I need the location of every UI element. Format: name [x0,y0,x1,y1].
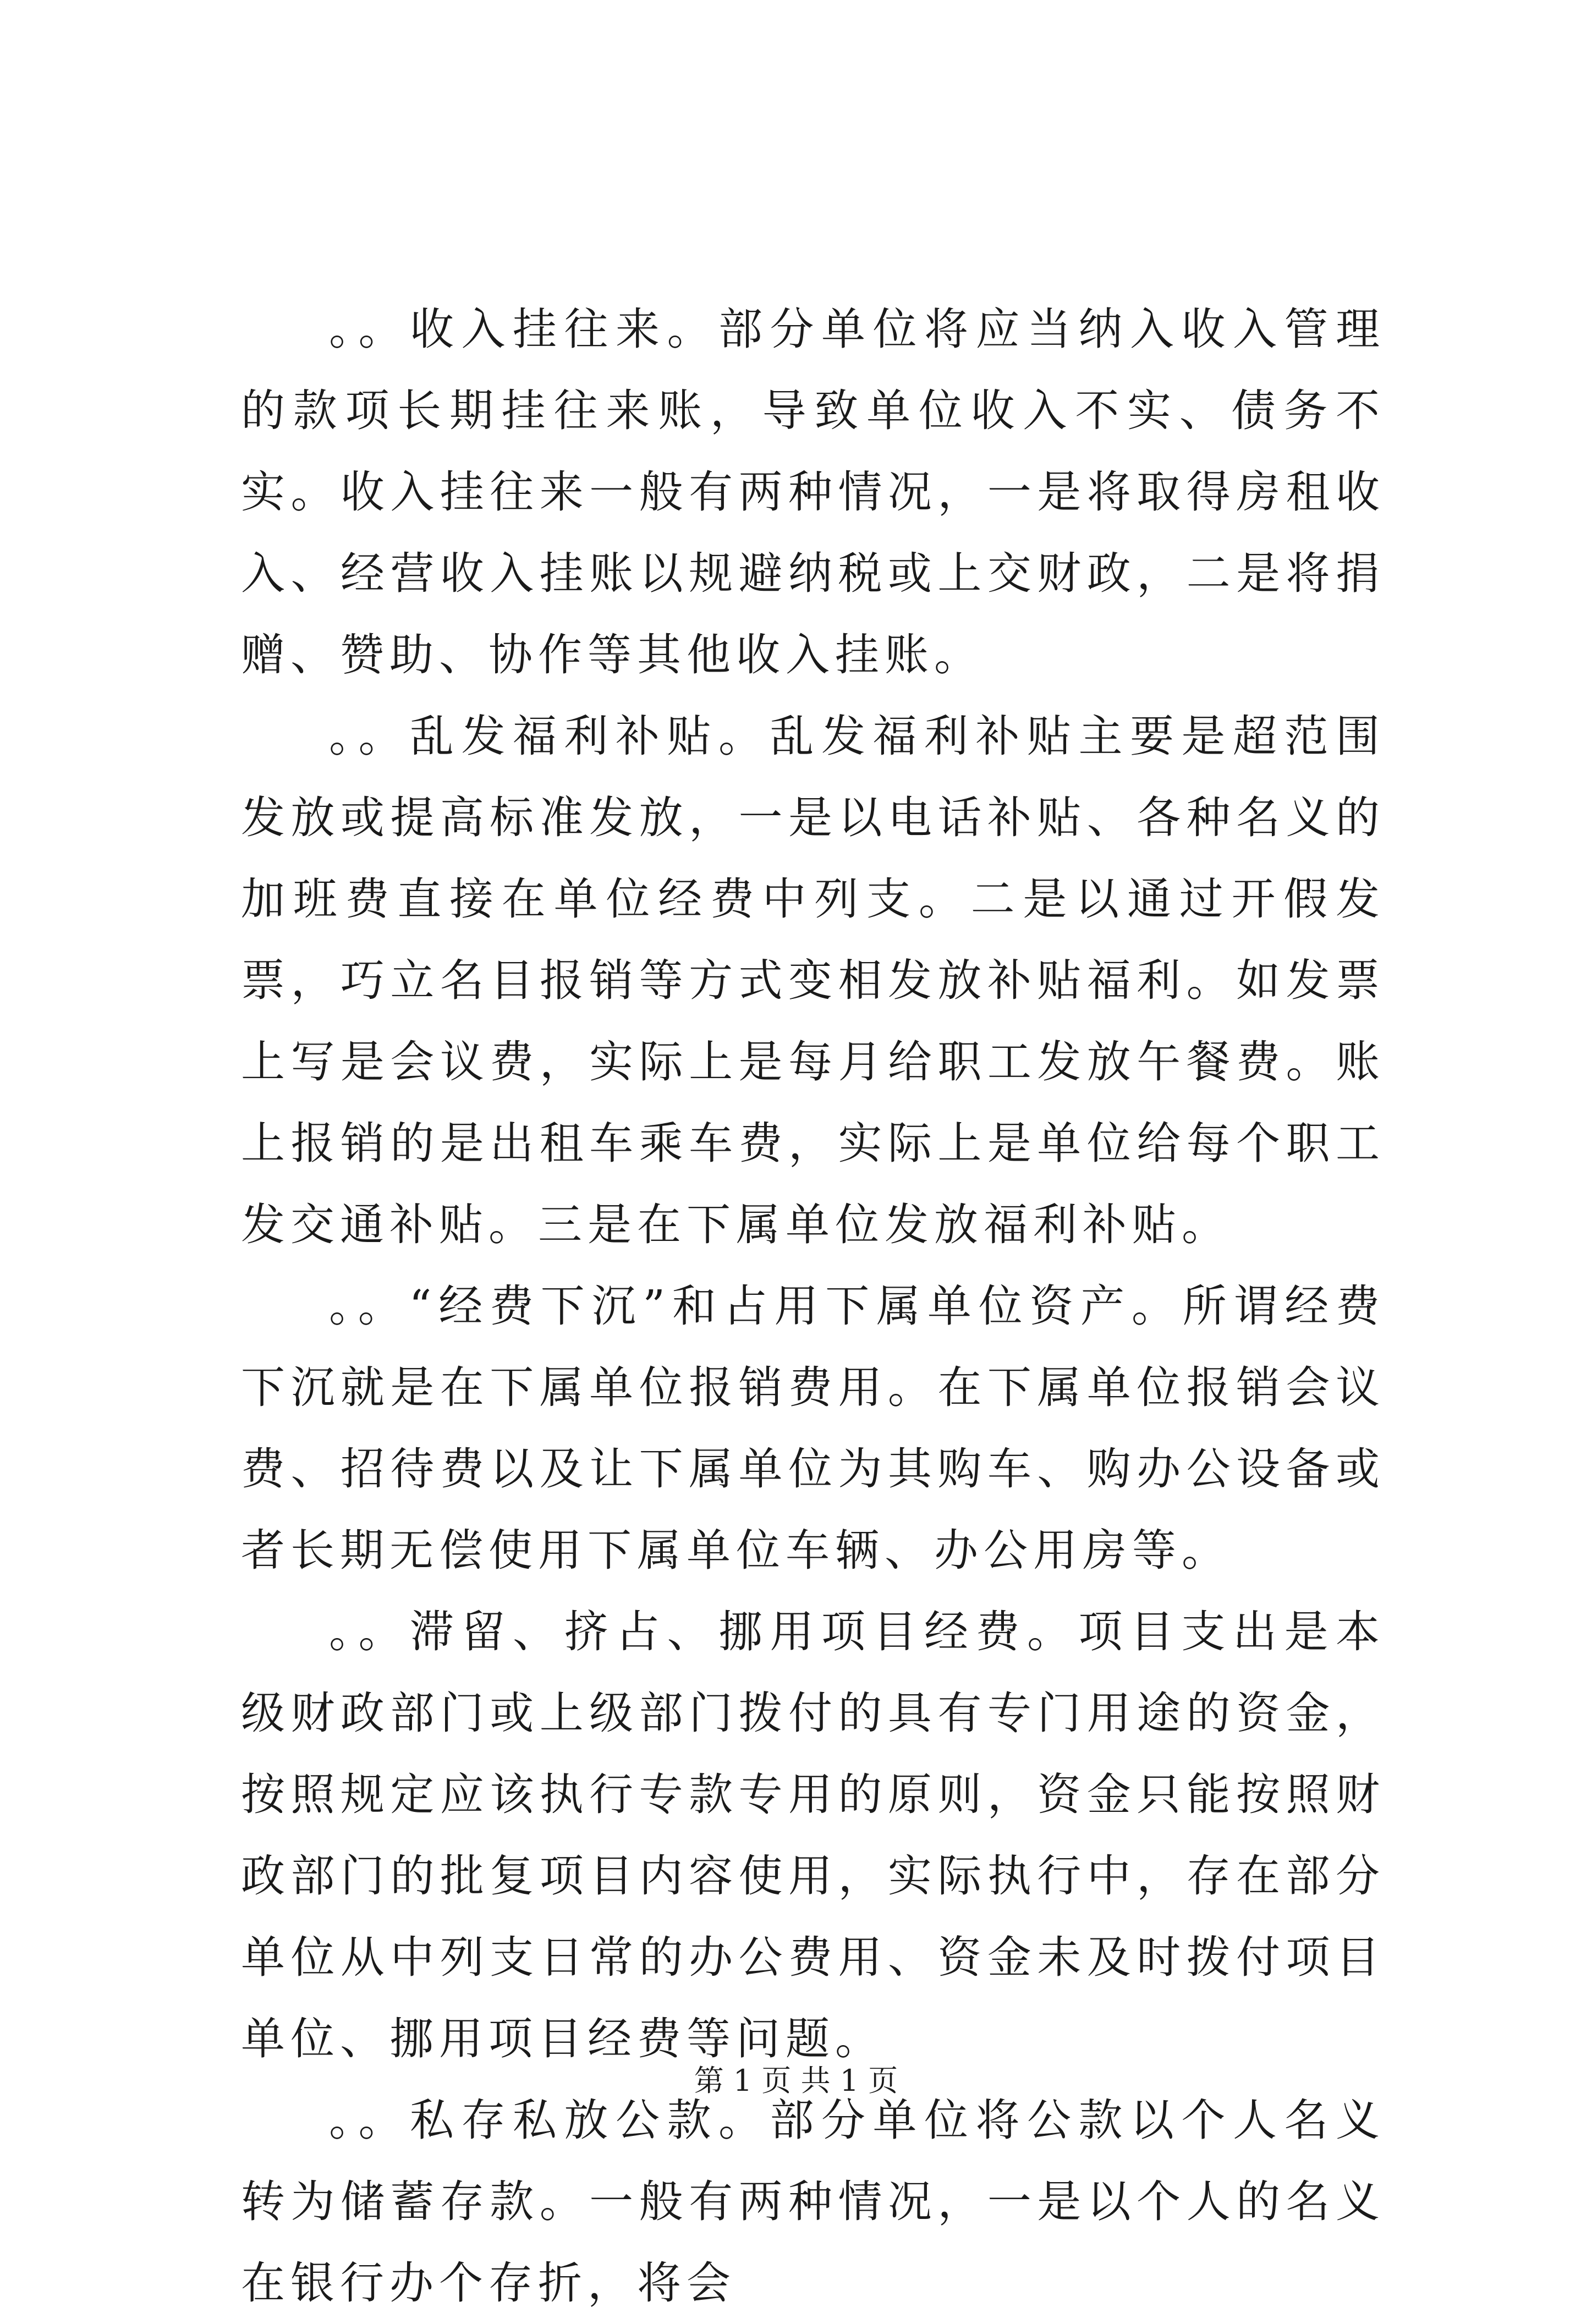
paragraph-welfare-subsidies: 。。乱发福利补贴。乱发福利补贴主要是超范围发放或提高标准发放，一是以电话补贴、各种名义的加班费直接在单位经费中列支。二是以通过开假发票，巧立名目报销等方式变相发放补贴福利。如发票上写是会议费，实际上是每月给职工发放午餐费。账上报销的是出租车乘车费，实际上是单位给每个职工发交通补贴。三是在下属单位发放福利补贴。 [241,711,1385,1250]
page-footer: 第 1 页 共 1 页 [694,2063,898,2098]
paragraph-private-deposits: 。。私存私放公款。部分单位将公款以个人名义转为储蓄存款。一般有两种情况，一是以个人的名义在银行办个存折，将会 [241,2095,1385,2309]
paragraph-funds-sinking: 。。“经费下沉”和占用下属单位资产。所谓经费下沉就是在下属单位报销费用。在下属单位报销会议费、招待费以及让下属单位为其购车、购办公设备或者长期无偿使用下属单位车辆、办公用房等。 [241,1281,1385,1576]
paragraph-project-funds: 。。滞留、挤占、挪用项目经费。项目支出是本级财政部门或上级部门拨付的具有专门用途的资金，按照规定应该执行专款专用的原则，资金只能按照财政部门的批复项目内容使用，实际执行中，存在部分单位从中列支日常的办公费用、资金未及时拨付项目单位、挪用项目经费等问题。 [241,1606,1385,2064]
paragraph-income-suspense: 。。收入挂往来。部分单位将应当纳入收入管理的款项长期挂往来账，导致单位收入不实、债务不实。收入挂往来一般有两种情况，一是将取得房租收入、经营收入挂账以规避纳税或上交财政，二是将捐赠、赞助、协作等其他收入挂账。 [241,304,1385,680]
document-body [241,289,1385,2324]
